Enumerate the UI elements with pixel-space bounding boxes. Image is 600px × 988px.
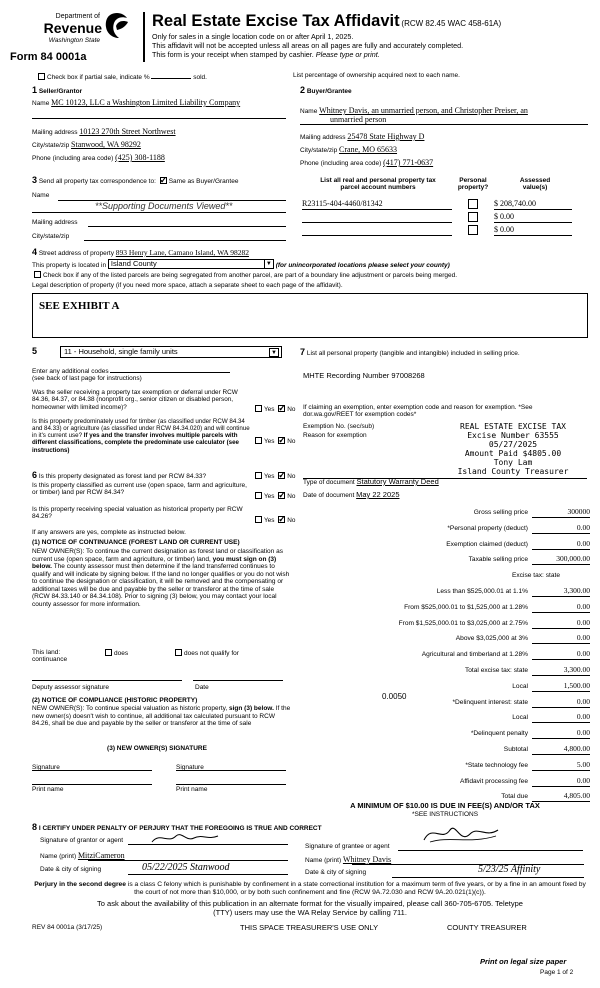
minimum-due: A MINIMUM OF $10.00 IS DUE IN FEE(S) AND/OR TAX [350, 801, 540, 810]
calc-row-label: Above $3,025,000 at 3% [455, 635, 528, 643]
calc-row-label: Total due [501, 793, 528, 801]
parcel-col2-b: property? [457, 184, 489, 192]
calc-row [300, 667, 590, 678]
section5-q2-a: Is this property predominately used for timber (as classified under RCW 84.34 and 84.33) or agriculture (as classified under RCW 84.34.020) and will continue in it's current use? [32, 418, 250, 440]
form-number: Form 84 0001a [10, 51, 87, 63]
buyer-mail-value[interactable]: 25478 State Highway D [347, 132, 425, 141]
grantor-name-line[interactable] [88, 860, 288, 861]
q2-yes-label: Yes [264, 438, 275, 445]
county-label: This property is located in [32, 262, 107, 269]
this-land-a: This land: [32, 649, 61, 656]
deputy-signature-field[interactable] [32, 680, 182, 681]
dept-name: Revenue [43, 20, 102, 36]
segregated-checkbox[interactable] [34, 271, 41, 278]
calc-row-value[interactable]: 0.00 [532, 540, 590, 550]
form-title-line [152, 12, 501, 31]
grantor-signature-scribble [150, 830, 220, 846]
stamp-line-2: Excise Number 63555 [467, 430, 559, 440]
grantor-date-line[interactable] [128, 874, 288, 875]
calc-row [300, 651, 590, 662]
notice1-body-c: The county assessor must then determine if the land transferred continues to qualify and will indicate by signing below. If the land no longer qualifies or you do not wish to continue the designation or classification, it will be removed and the compensating or additional taxes will be due and payable by the seller or transferor at the time of sale (RCW 84.33.140 or 84.34.108). Prior to signing (3) below, you may contact your local county assessor for more information. [32, 563, 290, 608]
section7-text: 7 List all personal property (tangible and intangible) included in selling price. [300, 347, 520, 357]
notice3-heading: (3) NEW OWNER(S) SIGNATURE [107, 745, 207, 752]
historic-no-checkbox[interactable] [278, 516, 285, 523]
this-land-b: continuance [32, 656, 68, 664]
calc-row-label: Subtotal [503, 746, 528, 753]
calc-row [300, 588, 590, 599]
alt-format-a: To ask about the availability of this publication in an alternate format for the visually impaired, please call 360-705-6705. Teletype [97, 899, 523, 908]
calc-row-value[interactable]: 0.00 [532, 777, 590, 787]
calc-row-label: *State technology fee [465, 761, 528, 769]
calc-row-value[interactable]: 5.00 [532, 761, 590, 771]
stamp-line-6: Island County Treasurer [457, 466, 569, 476]
q2-no-label: No [287, 438, 296, 445]
q1-no-label: No [287, 406, 296, 413]
additional-codes-field[interactable] [110, 366, 230, 373]
stamp-line-4: Amount Paid $4805.00 [464, 448, 562, 458]
buyer-name-value-2[interactable]: unmarried person [330, 115, 387, 124]
supporting-docs-stamp: **Supporting Documents Viewed** [95, 201, 233, 211]
county-note: (for unincorporated locations please select your county) [275, 262, 450, 269]
does-option [103, 649, 128, 657]
q1-yes-label: Yes [264, 406, 275, 413]
grantee-signature-scribble [420, 822, 500, 846]
calc-row-label: *Delinquent penalty [470, 730, 528, 738]
calc-row [300, 714, 590, 725]
section3-name-label: Name [32, 192, 50, 199]
dept-state: Washington State [48, 37, 100, 44]
seller-phone-value[interactable]: (425) 308-1188 [115, 153, 165, 162]
notice1-body-a: NEW OWNER(S): To continue the current designation as forest land or classification as current use (open space, farm and agriculture, or timber) land, [32, 548, 283, 563]
stamp-line-3: 05/27/2025 [488, 439, 538, 449]
seller-name-label: Name [32, 100, 50, 107]
notice2-body-b: sign (3) below. [229, 705, 274, 712]
codes-label-a: Enter any additional codes [32, 368, 109, 375]
grantee-signature-field[interactable] [398, 850, 583, 851]
doc-type-row [303, 478, 439, 487]
section7-label: List all personal property (tangible and intangible) included in selling price. [306, 350, 520, 357]
parcel-col2-a: Personal [459, 177, 487, 184]
same-as-buyer-checkbox[interactable] [160, 177, 167, 184]
parcel-col1-a: List all real and personal property tax [320, 177, 436, 184]
q1-yes-checkbox[interactable] [255, 405, 262, 412]
parcel-number-1[interactable]: R23115-404-4460/81342 [302, 199, 452, 210]
owner-print-2-field[interactable] [176, 784, 286, 785]
q1-no-checkbox[interactable] [278, 405, 285, 412]
header-divider [143, 12, 145, 62]
header-line3-b: Please type or print. [315, 50, 380, 59]
buyer-name-label: Name [300, 108, 318, 115]
owner-print-1-label: Print name [32, 786, 64, 793]
header-line1: Only for sales in a single location code on or after April 1, 2025. [152, 32, 354, 41]
parcel-personal-checkbox-1[interactable] [468, 199, 478, 209]
notice1-body-b: you must sign on (3) below. [32, 555, 277, 571]
certify-heading: 8 I CERTIFY UNDER PENALTY OF PERJURY THAT THE FOREGOING IS TRUE AND CORRECT [32, 822, 322, 832]
does-not-option [173, 649, 239, 657]
seller-phone-row [32, 153, 165, 162]
partial-sale-row [36, 72, 207, 81]
section4-address-label: Street address of property [38, 250, 114, 257]
section3-city-field[interactable] [84, 240, 286, 241]
buyer-mail-label: Mailing address [300, 134, 346, 141]
calc-row [300, 746, 590, 757]
calc-row [300, 601, 590, 615]
section3-mail-field[interactable] [88, 226, 286, 227]
calc-row-label: Less than $525,000.01 at 1.1% [436, 588, 528, 595]
chevron-down-icon[interactable]: ▼ [264, 260, 273, 268]
page-number: Page 1 of 2 [540, 969, 574, 976]
parcel-col3-header [500, 177, 570, 192]
buyer-heading: 2 Buyer/Grantee [300, 85, 352, 95]
calc-row-label: Gross selling price [473, 509, 528, 516]
legal-description-field[interactable] [32, 293, 588, 338]
calc-row-value[interactable]: 300,000.00 [532, 555, 590, 565]
calc-row-value[interactable]: 0.00 [532, 713, 590, 723]
calc-row-label: Affidavit processing fee [459, 777, 528, 785]
deputy-date-field[interactable] [193, 680, 283, 681]
grantor-date-value[interactable]: 05/22/2025 Stanwood [142, 862, 230, 873]
forest-yes-checkbox[interactable] [255, 472, 262, 479]
section5-q2-b: If yes and the transfer involves multiple parcels with different classifications, complete the predominate use calculator (see instructions) [32, 432, 240, 454]
section4-county-row [32, 259, 450, 269]
seller-mail-value[interactable]: 10123 270th Street Northwest [79, 127, 176, 136]
calc-row-label: *Personal property (deduct) [447, 524, 528, 532]
treasurer-use-label: THIS SPACE TREASURER'S USE ONLY [240, 923, 379, 932]
notice1-heading: (1) NOTICE OF CONTINUANCE (FOREST LAND OR CURRENT USE) [32, 539, 240, 546]
land-use-select[interactable] [60, 346, 282, 358]
perjury-notice [30, 881, 590, 896]
rev-number: REV 84 0001a (3/17/25) [32, 924, 103, 931]
exemption-intro: If claiming an exemption, enter exemption code and reason for exemption. *See dor.wa.gov/REET for exemption codes* [303, 404, 533, 419]
treasurer-stamp [438, 423, 588, 477]
grantor-date-label: Date & city of signing [40, 866, 102, 873]
section3-mail-label: Mailing address [32, 219, 78, 226]
parcel-value-2[interactable]: $ 0.00 [494, 212, 572, 223]
section5-q1: Was the seller receiving a property tax exemption or deferral under RCW 84.36, 84.37, or 84.38 (nonprofit org., senior citizen or disabled person, homeowner with limited income)? [32, 389, 238, 411]
calc-row-label: Excise tax: state [511, 572, 560, 580]
grantee-sig-label: Signature of grantee or agent [305, 843, 390, 850]
county-selected-value: Island County [110, 259, 157, 268]
calc-row-label: Local [512, 682, 528, 690]
calc-row-value[interactable]: 1,500.00 [532, 682, 590, 692]
calc-row [300, 509, 590, 520]
calc-row-value[interactable]: 0.00 [532, 524, 590, 534]
current-use-yes-label: Yes [264, 493, 275, 500]
section3-blank-line[interactable] [32, 212, 286, 213]
calc-row-value[interactable]: 4,800.00 [532, 745, 590, 755]
forest-yes-label: Yes [264, 473, 275, 480]
seller-city-row [32, 140, 141, 149]
codes-label-b: (see back of last page for instructions) [32, 375, 142, 382]
grantor-name-value[interactable]: MitziCameron [77, 851, 125, 860]
q2-no-checkbox[interactable] [278, 437, 285, 444]
calc-row [300, 522, 590, 536]
buyer-phone-value[interactable]: (417) 771-0637 [383, 158, 434, 167]
section6-q1: 6 Is this property designated as forest land per RCW 84.33? [32, 470, 207, 480]
partial-sold-label: sold. [193, 74, 207, 81]
owner-print-2-label: Print name [176, 786, 208, 793]
notice1-body [32, 548, 290, 608]
seller-name-line2[interactable] [32, 118, 286, 119]
notice2-body-c: If the new owner(s) doesn't wish to continue, all additional tax calculated pursuant to RCW 84.26, shall be due and payable by the seller or transferor at the time of sale [32, 705, 291, 728]
partial-percent-field[interactable] [151, 72, 191, 79]
deputy-signature-label: Deputy assessor signature [32, 684, 109, 691]
segregated-row [32, 271, 457, 279]
owner-print-1-field[interactable] [32, 784, 152, 785]
buyer-phone-row [300, 158, 433, 167]
form-title: Real Estate Excise Tax Affidavit [152, 12, 400, 30]
seller-name-value[interactable]: MC 10123, LLC a Washington Limited Liability Company [51, 98, 241, 107]
parcel-personal-checkbox-2[interactable] [468, 212, 478, 222]
section6-q3: Is this property receiving special valuation as historical property per RCW 84.26? [32, 506, 243, 521]
header-line3-a: This form is your receipt when stamped by cashier. [152, 50, 314, 59]
calc-row-value[interactable]: 0.00 [532, 634, 590, 644]
grantee-name-label: Name (print) [305, 857, 342, 864]
alt-format-b: (TTY) users may use the WA Relay Service by calling 711. [213, 907, 407, 917]
seller-heading: 1 Seller/Grantor [32, 85, 83, 95]
partial-sale-checkbox[interactable] [38, 73, 45, 80]
if-any-yes: If any answers are yes, complete as instructed below. [32, 529, 186, 536]
deputy-date-label: Date [195, 684, 209, 691]
doc-date-value[interactable]: May 22 2025 [356, 490, 400, 499]
legal-desc-label: Legal description of property (if you need more space, attach a separate sheet to each page of the affidavit). [32, 282, 343, 289]
calc-row-label: Total excise tax: state [464, 667, 528, 674]
section4-address-value[interactable]: 893 Henry Lane, Camano Island, WA 98282 [115, 248, 249, 257]
buyer-name-value-1[interactable]: Whitney Davis, an unmarried person, and Christopher Preiser, an [319, 106, 528, 115]
segregated-label: Check box if any of the listed parcels are being segregated from another parcel, are part of a boundary line adjustment or parcels being merged. [43, 272, 458, 279]
grantee-date-label: Date & city of signing [305, 869, 367, 876]
grantee-date-value[interactable]: 5/23/25 Affinity [478, 864, 541, 875]
section6-q1-answers [253, 472, 295, 480]
q2-yes-checkbox[interactable] [255, 437, 262, 444]
current-use-no-label: No [287, 493, 296, 500]
section5-number: 5 [32, 346, 38, 356]
this-land-label [32, 649, 67, 664]
stamp-line-5: Tony Lam [493, 457, 533, 467]
certify-text: I CERTIFY UNDER PENALTY OF PERJURY THAT THE FOREGOING IS TRUE AND CORRECT [38, 825, 322, 832]
buyer-name-line2 [300, 124, 588, 125]
does-not-qualify-checkbox[interactable] [175, 649, 182, 656]
calc-row-value[interactable]: 0.00 [532, 698, 590, 708]
ownership-note: List percentage of ownership acquired next to each name. [293, 72, 460, 79]
calc-row [300, 730, 590, 741]
section6-q2-answers [253, 492, 295, 500]
chevron-down-icon[interactable]: ▼ [269, 348, 279, 357]
notice2-heading: (2) NOTICE OF COMPLIANCE (HISTORIC PROPERTY) [32, 697, 198, 704]
exemption-code-label: Exemption No. (sec/sub) [303, 423, 375, 430]
perjury-bold: Perjury in the second degree [34, 881, 126, 888]
parcel-col3-a: Assessed [519, 177, 551, 184]
calc-row [300, 775, 590, 789]
grantee-date-line[interactable] [392, 877, 584, 878]
form-rcw: (RCW 82.45 WAC 458-61A) [401, 19, 502, 28]
parcel-personal-checkbox-3[interactable] [468, 225, 478, 235]
doc-type-label: Type of document [303, 479, 355, 486]
section3-city-label: City/state/zip [32, 233, 70, 240]
seller-mail-row [32, 127, 176, 136]
see-instructions: *SEE INSTRUCTIONS [411, 811, 479, 818]
personal-property-value[interactable]: MHTE Recording Number 97008268 [303, 371, 425, 380]
exemption-reason-label: Reason for exemption [303, 432, 367, 439]
alt-format-notice [30, 900, 590, 917]
calc-row [300, 572, 590, 583]
grantee-name-line[interactable] [352, 864, 584, 865]
local-rate[interactable]: 0.0050 [382, 692, 407, 701]
revenue-logo [10, 10, 132, 50]
buyer-heading-text: Buyer/Grantee [306, 88, 352, 95]
land-use-selected-value: 11 - Household, single family units [64, 347, 178, 356]
seller-city-value[interactable]: Stanwood, WA 98292 [71, 140, 141, 149]
buyer-city-value[interactable]: Crane, MO 65633 [339, 145, 398, 154]
calc-row-label: From $1,525,000.01 to $3,025,000 at 2.75% [398, 619, 528, 627]
partial-sale-label: Check box if partial sale, indicate % [47, 74, 150, 81]
doc-date-row [303, 491, 400, 500]
calc-row-label: Taxable selling price [468, 556, 528, 564]
current-use-no-checkbox[interactable] [278, 492, 285, 499]
parcel-value-1[interactable]: $ 208,740.00 [494, 199, 572, 210]
seller-heading-text: Seller/Grantor [38, 88, 83, 95]
calc-row-value[interactable]: 3,300.00 [532, 587, 590, 597]
grantee-name-value[interactable]: Whitney Davis [342, 855, 392, 864]
stamp-line-1: REAL ESTATE EXCISE TAX [460, 422, 566, 431]
forest-no-label: No [287, 473, 296, 480]
section4-address-row: 4 Street address of property 893 Henry Lane, Camano Island, WA 98282 [32, 247, 249, 257]
historic-no-label: No [287, 517, 296, 524]
doc-date-label: Date of document [303, 492, 355, 499]
calc-row-label: Local [512, 714, 528, 722]
owner-signature-1-label: Signature [32, 764, 60, 771]
calc-row-value[interactable]: 4,805.00 [532, 792, 590, 802]
revenue-swoosh-icon [104, 12, 130, 40]
parcel-col2-header [452, 177, 494, 192]
calc-row-value[interactable]: 3,300.00 [532, 666, 590, 676]
buyer-mail-row [300, 132, 424, 141]
does-qualify-checkbox[interactable] [105, 649, 112, 656]
section3-name-row [32, 192, 286, 199]
calc-row [300, 635, 590, 646]
section6-q2: Is this property classified as current use (open space, farm and agriculture, or timber) land per RCW 84.34? [32, 482, 247, 497]
perjury-text: is a class C felony which is punishable by confinement in a state correctional institution for a maximum term of five years, or by a fine in an amount fixed by the court of not more than $10,000, or by both such confinement and fine (RCW 9A.72.030 and RCW 9A.20.021(1)(c)). [127, 881, 586, 896]
calc-row-value[interactable]: 300000 [532, 508, 590, 518]
grantor-sig-label: Signature of grantor or agent [40, 837, 124, 844]
county-treasurer-label: COUNTY TREASURER [447, 923, 527, 932]
calc-row [300, 759, 590, 773]
calc-row [300, 538, 590, 552]
dept-line1: Department of [55, 13, 100, 20]
section5-q2 [32, 418, 254, 454]
does-label: does [114, 650, 129, 657]
section3-text-a: Send all property tax correspondence to: [38, 178, 156, 185]
owner-signature-2-label: Signature [176, 764, 204, 771]
header-line3 [152, 51, 380, 59]
section5-q2-answers [253, 437, 295, 445]
notice2-body [32, 705, 292, 728]
parcel-col1-b: parcel account numbers [340, 184, 416, 192]
parcel-number-3[interactable] [302, 225, 452, 236]
calc-row-label: From $525,000.01 to $1,525,000 at 1.28% [404, 603, 528, 611]
parcel-number-2[interactable] [302, 212, 452, 223]
seller-city-label: City/state/zip [32, 142, 70, 149]
calc-row-label: *Delinquent interest: state [452, 698, 528, 706]
seller-phone-label: Phone (including area code) [32, 155, 114, 162]
seller-name-row [32, 98, 286, 107]
current-use-yes-checkbox[interactable] [255, 492, 262, 499]
calc-row-value[interactable]: 0.00 [532, 619, 590, 629]
calc-row [300, 680, 590, 694]
grantor-name-label: Name (print) [40, 853, 77, 860]
does-not-label: does not qualify for [184, 650, 239, 657]
section3-text-b: Same as Buyer/Grantee [168, 178, 239, 185]
calc-row [300, 556, 590, 567]
section3-heading: 3 Send all property tax correspondence to: ✓ Same as Buyer/Grantee [32, 175, 238, 185]
notice2-body-a: NEW OWNER(S): To continue special valuation as historic property, [32, 705, 228, 712]
calc-row-value[interactable]: 0.00 [532, 650, 590, 660]
seller-mail-label: Mailing address [32, 129, 78, 136]
calc-row-value[interactable]: 0.00 [532, 603, 590, 613]
legal-paper-note: Print on legal size paper [480, 957, 567, 966]
historic-yes-checkbox[interactable] [255, 516, 262, 523]
buyer-city-label: City/state/zip [300, 147, 338, 154]
parcel-value-3[interactable]: $ 0.00 [494, 225, 572, 236]
calc-row-label: Agricultural and timberland at 1.28% [421, 651, 528, 659]
calc-row-label: Exemption claimed (deduct) [446, 540, 528, 548]
header-line2: This affidavit will not be accepted unless all areas on all pages are fully and accurately completed. [152, 41, 464, 50]
calc-row-value[interactable]: 0.00 [532, 729, 590, 739]
county-select[interactable] [108, 259, 274, 269]
legal-description-value: SEE EXHIBIT A [39, 300, 120, 312]
doc-type-value[interactable]: Statutory Warranty Deed [356, 477, 439, 486]
historic-yes-label: Yes [264, 517, 275, 524]
buyer-phone-label: Phone (including area code) [300, 160, 382, 167]
section6-q3-answers [253, 516, 295, 524]
section6-q1-text: Is this property designated as forest land per RCW 84.33? [38, 473, 207, 480]
parcel-col3-b: value(s) [522, 184, 548, 192]
forest-no-checkbox[interactable] [278, 472, 285, 479]
section5-q1-answers [253, 405, 295, 413]
parcel-col1-header [303, 177, 453, 192]
calc-row [300, 617, 590, 631]
buyer-city-row [300, 145, 397, 154]
